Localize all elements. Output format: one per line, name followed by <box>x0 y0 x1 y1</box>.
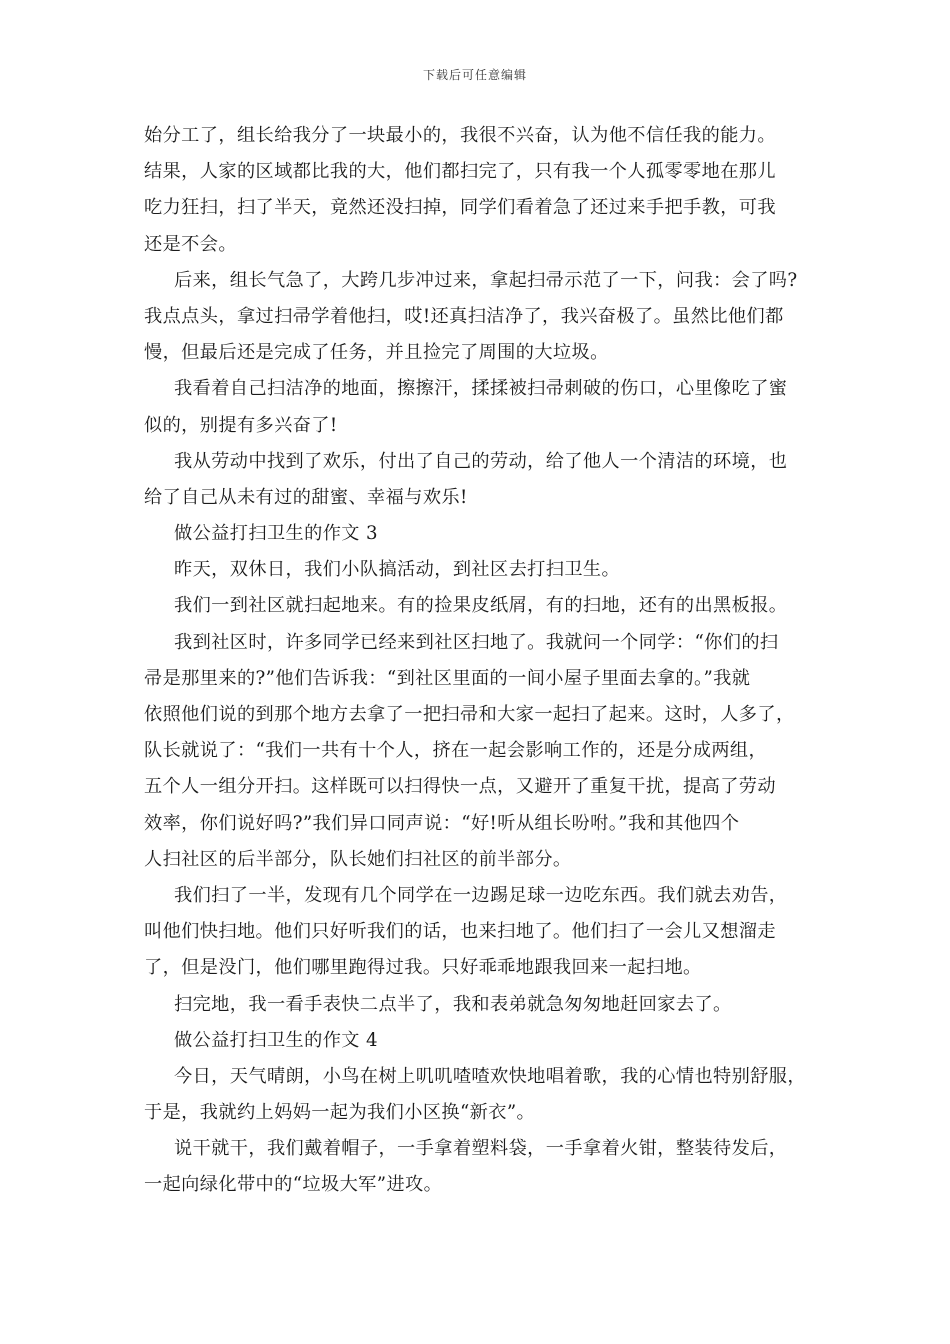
text-line: 扫完地，我一看手表快二点半了，我和表弟就急匆匆地赶回家去了。 <box>174 993 732 1015</box>
text-line: 我们一到社区就扫起地来。有的捡果皮纸屑，有的扫地，还有的出黑板报。 <box>174 595 788 617</box>
text-line: 效率，你们说好吗?”我们异口同声说：“好!听从组长吩咐。”我和其他四个 <box>144 812 740 834</box>
text-line: 说干就干，我们戴着帽子，一手拿着塑料袋，一手拿着火钳，整装待发后， <box>174 1138 788 1160</box>
text-line: 我点点头，拿过扫帚学着他扫，哎!还真扫洁净了，我兴奋极了。虽然比他们都 <box>144 305 784 327</box>
text-line: 始分工了，组长给我分了一块最小的，我很不兴奋，认为他不信任我的能力。 <box>144 125 776 146</box>
text-line: 我看着自己扫洁净的地面，擦擦汗，揉揉被扫帚刺破的伤口，心里像吃了蜜 <box>174 378 788 400</box>
text-line: 一起向绿化带中的“垃圾大军”进攻。 <box>144 1174 443 1196</box>
text-line: 人扫社区的后半部分，队长她们扫社区的前半部分。 <box>144 848 572 870</box>
text-line: 了，但是没门，他们哪里跑得过我。只好乖乖地跟我回来一起扫地。 <box>144 957 702 979</box>
text-line: 今日，天气晴朗，小鸟在树上叽叽喳喳欢快地唱着歌，我的心情也特别舒服， <box>174 1065 806 1087</box>
text-line: 慢，但最后还是完成了任务，并且捡完了周围的大垃圾。 <box>144 342 609 364</box>
text-line: 叫他们快扫地。他们只好听我们的话，也来扫地了。他们扫了一会儿又想溜走 <box>144 921 776 943</box>
text-line: 做公益打扫卫生的作文 3 <box>174 523 379 545</box>
text-line: 队长就说了：“我们一共有十个人，挤在一起会影响工作的，还是分成两组， <box>144 740 768 762</box>
page-header: 下载后可任意编辑 <box>422 68 527 82</box>
text-line: 还是不会。 <box>144 233 237 255</box>
text-line: 结果，人家的区域都比我的大，他们都扫完了，只有我一个人孤零零地在那儿 <box>144 161 776 183</box>
text-line: 吃力狂扫，扫了半天，竟然还没扫掉，同学们看着急了还过来手把手教，可我 <box>144 197 776 219</box>
text-line: 我们扫了一半，发现有几个同学在一边踢足球一边吃东西。我们就去劝告， <box>174 884 788 906</box>
text-line: 于是，我就约上妈妈一起为我们小区换“新衣”。 <box>144 1102 536 1124</box>
text-line: 似的，别提有多兴奋了! <box>144 414 338 436</box>
text-line: 帚是那里来的?”他们告诉我：“到社区里面的一间小屋子里面去拿的。”我就 <box>144 667 751 689</box>
text-line: 我到社区时，许多同学已经来到社区扫地了。我就问一个同学：“你们的扫 <box>174 631 779 653</box>
text-line: 后来，组长气急了，大跨几步冲过来，拿起扫帚示范了一下，问我：会了吗? <box>174 269 798 291</box>
text-line: 依照他们说的到那个地方去拿了一把扫帚和大家一起扫了起来。这时，人多了， <box>144 704 795 725</box>
document-body <box>144 118 812 1204</box>
text-line: 给了自己从未有过的甜蜜、幸福与欢乐! <box>144 486 468 508</box>
text-line: 我从劳动中找到了欢乐，付出了自己的劳动，给了他人一个清洁的环境，也 <box>174 450 788 472</box>
text-line: 五个人一组分开扫。这样既可以扫得快一点，又避开了重复干扰，提高了劳动 <box>144 776 776 798</box>
text-line: 做公益打扫卫生的作文 4 <box>174 1029 379 1051</box>
text-line: 昨天，双休日，我们小队搞活动，到社区去打扫卫生。 <box>174 559 621 581</box>
